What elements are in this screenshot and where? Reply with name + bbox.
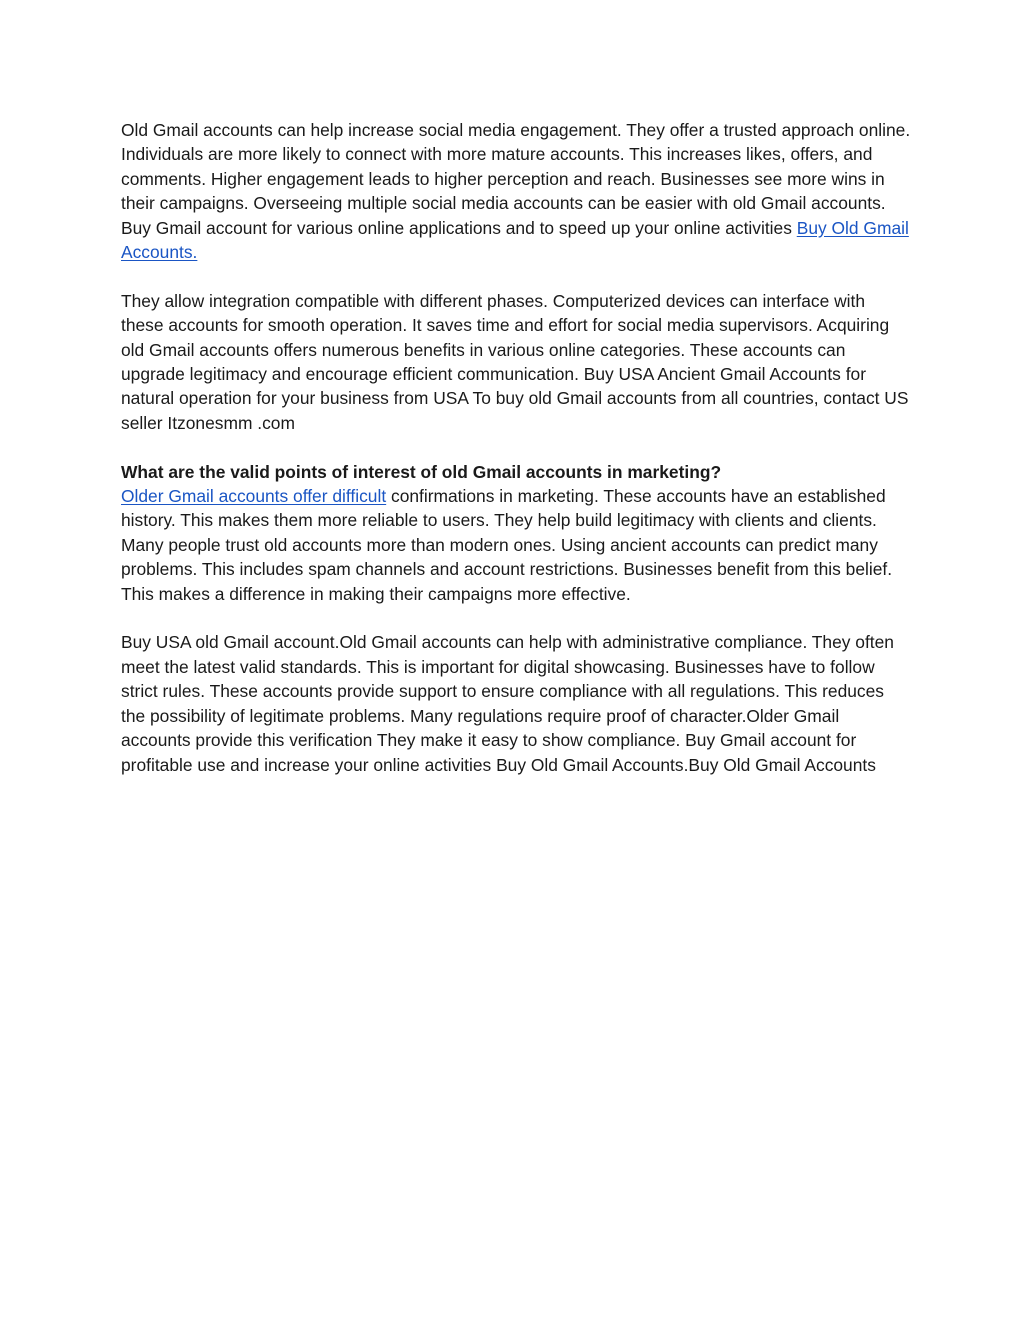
paragraph-marketing-text: confirmations in marketing. These accounts have an established history. This makes them more reliable to users. They help build legitimacy with clients and clients. Many people trust old accounts more than modern ones. Using ancient accounts can predict many problems. This includes spam channels and account restrictions. Businesses benefit from this belief. This makes a difference in making their campaigns more effective. <box>121 486 893 604</box>
paragraph-compliance-text: Buy USA old Gmail account.Old Gmail accounts can help with administrative compliance. They often meet the latest valid standards. This is important for digital showcasing. Businesses have to follow strict rules. These accounts provide support to ensure compliance with all regulations. This reduces the possibility of legitimate problems. Many regulations require proof of character.Older Gmail accounts provide this verification They make it easy to show compliance. Buy Gmail account for profitable use and increase your online activities Buy Old Gmail Accounts.Buy Old Gmail Accounts <box>121 632 894 775</box>
paragraph-engagement-text: Old Gmail accounts can help increase social media engagement. They offer a trusted approach online. Individuals are more likely to connect with more mature accounts. This increases likes, offers, and comments. Higher engagement leads to higher perception and reach. Businesses see more wins in their campaigns. Overseeing multiple social media accounts can be easier with old Gmail accounts. Buy Gmail account for various online applications and to speed up your online activities <box>121 120 911 238</box>
section-heading: What are the valid points of interest of old Gmail accounts in marketing? <box>121 461 722 482</box>
paragraph-compliance <box>121 630 911 776</box>
older-gmail-accounts-link[interactable]: Older Gmail accounts offer difficult <box>121 486 387 507</box>
document-body <box>121 118 911 777</box>
paragraph-engagement <box>121 118 911 264</box>
paragraph-marketing <box>121 484 911 606</box>
paragraph-integration-text: They allow integration compatible with different phases. Computerized devices can interface with these accounts for smooth operation. It saves time and effort for social media supervisors. Acquiring old Gmail accounts offers numerous benefits in various online categories. These accounts can upgrade legitimacy and encourage efficient communication. Buy USA Ancient Gmail Accounts for natural operation for your business from USA To buy old Gmail accounts from all countries, contact US seller Itzonesmm .com <box>121 290 909 433</box>
buy-old-gmail-accounts-link[interactable]: Buy Old Gmail Accounts. <box>121 217 909 263</box>
paragraph-integration <box>121 289 911 435</box>
